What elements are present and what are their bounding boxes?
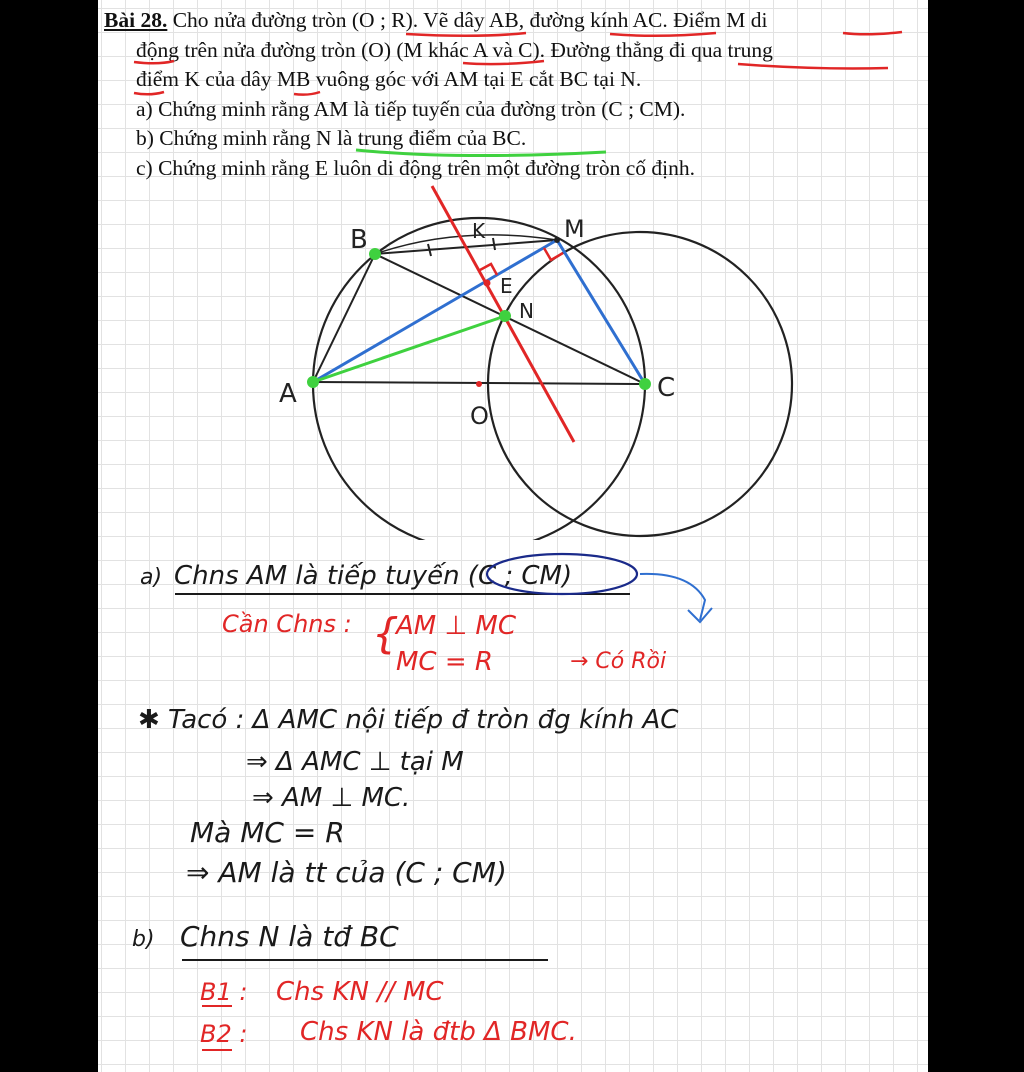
note-b-label: b)	[132, 927, 155, 952]
point-n	[499, 310, 511, 322]
problem-part-b: b) Chứng minh rằng N là trung điểm của BC.	[136, 126, 527, 150]
geometry-figure	[98, 0, 928, 540]
note-a-title: Chns AM là tiếp tuyến (C ; CM)	[174, 561, 573, 591]
point-c	[639, 378, 651, 390]
note-brace: {	[372, 609, 399, 658]
point-m	[554, 237, 560, 243]
label-m: M	[564, 215, 585, 243]
problem-part-a: a) Chứng minh rằng AM là tiếp tuyến của đường tròn (C ; CM).	[136, 96, 686, 121]
note-a-arrow-text: → Có Rồi	[570, 649, 667, 674]
note-a-proof-0: ✱ Tacó : Δ AMC nội tiếp đ tròn đg kính AC	[138, 705, 679, 735]
note-b-title: Chns N là tđ BC	[180, 920, 399, 953]
point-b	[369, 248, 381, 260]
note-a-proof-2: ⇒ AM ⊥ MC.	[252, 783, 411, 813]
note-b-step2: Chs KN là đtb Δ BMC.	[300, 1017, 577, 1047]
label-n: N	[519, 299, 534, 323]
note-a-need-2: MC = R	[396, 647, 493, 677]
label-c: C	[657, 373, 676, 403]
point-a	[307, 376, 319, 388]
note-b-step1: Chs KN // MC	[276, 977, 444, 1007]
circle-o	[313, 218, 645, 540]
note-circle-c-cm	[487, 554, 637, 594]
problem-line-3: điểm K của dây MB vuông góc với AM tại E cắt BC tại N.	[136, 67, 642, 91]
label-a: A	[279, 379, 297, 409]
label-b: B	[350, 225, 368, 255]
point-o	[476, 381, 482, 387]
note-a-proof-4: ⇒ AM là tt của (C ; CM)	[186, 856, 507, 889]
label-e: E	[500, 274, 513, 298]
note-b-step1-label: B1 :	[200, 978, 248, 1006]
point-e	[484, 280, 491, 287]
problem-line-2: động trên nửa đường tròn (O) (M khác A và C). Đường thẳng đi qua trung	[136, 37, 773, 62]
note-b-step2-label: B2 :	[200, 1020, 248, 1048]
note-a-need: Cần Chns :	[222, 610, 352, 638]
note-a-proof-1: ⇒ Δ AMC ⊥ tại M	[246, 747, 464, 777]
note-a-proof-3: Mà MC = R	[190, 816, 345, 849]
note-a-label: a)	[140, 565, 163, 590]
problem-heading: Bài 28.	[104, 8, 168, 32]
label-k: K	[472, 219, 486, 243]
note-a-need-1: AM ⊥ MC	[396, 611, 516, 641]
problem-part-c: c) Chứng minh rằng E luôn di động trên một đường tròn cố định.	[136, 155, 695, 180]
notebook-page	[98, 0, 928, 1072]
label-o: O	[470, 402, 489, 430]
problem-text-1: Cho nửa đường tròn (O ; R). Vẽ dây AB, đường kính AC. Điểm M di	[172, 8, 768, 32]
